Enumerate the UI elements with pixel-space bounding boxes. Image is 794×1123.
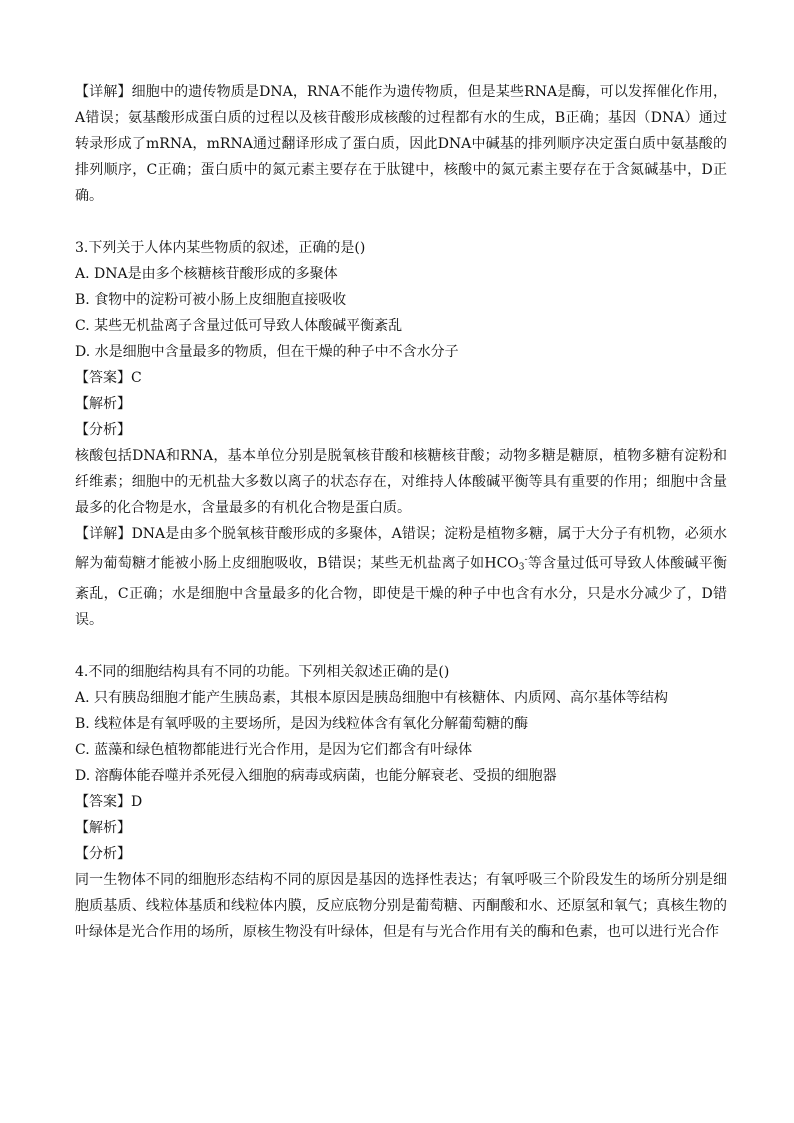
q3-jiexi-heading: 【解析】 [75, 396, 131, 412]
q2-detail: 【详解】细胞中的遗传物质是DNA，RNA不能作为遗传物质，但是某些RNA是酶，可以发挥催化作用，A错误；氨基酸形成蛋白质的过程以及核苷酸形成核酸的过程都有水的生成，B正确；基因（DNA）通过转录形成了mRNA，mRNA通过翻译形成了蛋白质，因此DNA中碱基的排列顺序决定蛋白质中氨基酸的排列顺序，C正确；蛋白质中的氮元素主要存在于肽键中，核酸中的氮元素主要存在于含氮碱基中，D正确。 [75, 84, 727, 204]
q4-answer: 【答案】D [75, 793, 143, 810]
q3-detail [75, 521, 727, 633]
q4-option-b: B. 线粒体是有氧呼吸的主要场所，是因为线粒体含有氧化分解葡萄糖的酶 [75, 715, 529, 732]
q3-detail-subscript: 3 [518, 562, 525, 573]
q3-detail-superscript: - [524, 555, 528, 565]
q4-fenxi-heading: 【分析】 [75, 845, 131, 862]
q3-analysis: 核酸包括DNA和RNA，基本单位分别是脱氧核苷酸和核糖核苷酸；动物多糖是糖原，植物多糖有淀粉和纤维素；细胞中的无机盐大多数以离子的状态存在，对维持人体酸碱平衡等具有重要的作用；细胞中含量最多的化合物是水，含量最多的有机化合物是蛋白质。 [75, 448, 727, 516]
q4-option-d: D. 溶酶体能吞噬并杀死侵入细胞的病毒或病菌，也能分解衰老、受损的细胞器 [75, 767, 557, 784]
q3-detail-part2: 等含量过低可导致人体酸碱平衡紊乱，C正确；水是细胞中含量最多的化合物，即使是干燥的种子中也含有水分，只是水分减少了，D错误。 [75, 555, 728, 628]
q4-option-a: A. 只有胰岛细胞才能产生胰岛素，其根本原因是胰岛细胞中有核糖体、内质网、高尔基体等结构 [75, 689, 669, 706]
q4-stem: 4.不同的细胞结构具有不同的功能。下列相关叙述正确的是() [75, 663, 450, 680]
document-page [75, 79, 727, 945]
q4-jiexi-heading: 【解析】 [75, 819, 131, 836]
q3-detail-part1: 【详解】DNA是由多个脱氧核苷酸形成的多聚体，A错误；淀粉是植物多糖，属于大分子有机物，必须水解为葡萄糖才能被小肠上皮细胞吸收，B错误；某些无机盐离子如HCO [75, 526, 727, 572]
q3-option-d: D. 水是细胞中含量最多的物质，但在干燥的种子中不含水分子 [75, 344, 459, 360]
spacer [75, 633, 727, 659]
q4-analysis: 同一生物体不同的细胞形态结构不同的原因是基因的选择性表达；有氧呼吸三个阶段发生的场所分别是细胞质基质、线粒体基质和线粒体内膜，反应底物分别是葡萄糖、丙酮酸和水、还原氢和氧气；真核生物的叶绿体是光合作用的场所，原核生物没有叶绿体，但是有与光合作用有关的酶和色素，也可以进行光合作 [75, 871, 727, 940]
q3-option-b: B. 食物中的淀粉可被小肠上皮细胞直接吸收 [75, 292, 347, 308]
q3-option-c: C. 某些无机盐离子含量过低可导致人体酸碱平衡紊乱 [75, 318, 403, 334]
q3-stem: 3.下列关于人体内某些物质的叙述，正确的是() [75, 240, 366, 256]
q3-option-a: A. DNA是由多个核糖核苷酸形成的多聚体 [75, 266, 338, 282]
q4-option-c: C. 蓝藻和绿色植物都能进行光合作用，是因为它们都含有叶绿体 [75, 741, 473, 758]
q3-fenxi-heading: 【分析】 [75, 422, 131, 438]
q3-answer: 【答案】C [75, 370, 142, 386]
spacer [75, 209, 727, 235]
